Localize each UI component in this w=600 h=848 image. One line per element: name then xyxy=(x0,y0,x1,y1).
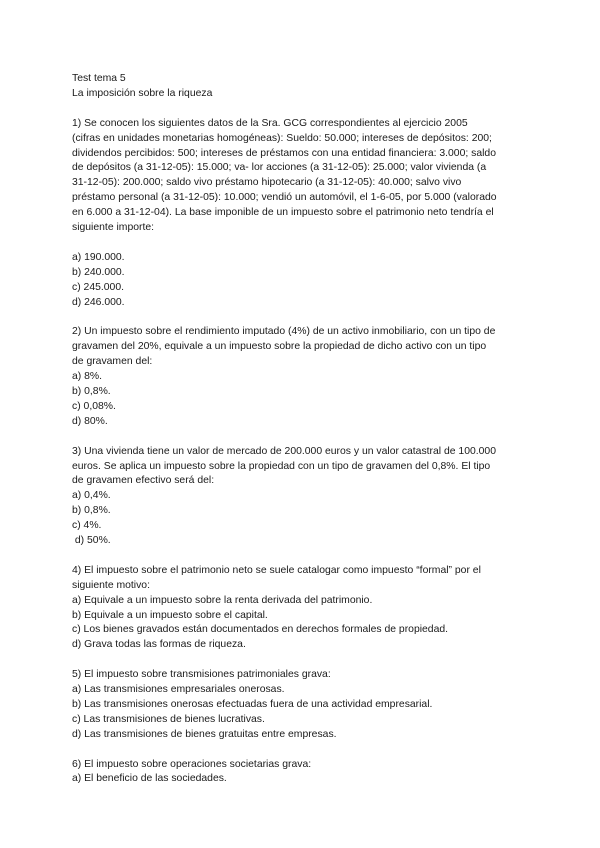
question-stem-line: dividendos percibidos: 500; intereses de préstamos con una entidad financiera: 3.000; saldo xyxy=(72,147,496,159)
question-stem-line: euros. Se aplica un impuesto sobre la propiedad con un tipo de gravamen del 0,8%. El tipo xyxy=(72,460,491,472)
question-block xyxy=(72,325,532,429)
answer-option: c) 4%. xyxy=(72,520,102,532)
question-stem-line: siguiente importe: xyxy=(72,222,155,234)
question-block xyxy=(72,668,532,743)
answer-option: c) Las transmisiones de bienes lucrativas. xyxy=(72,713,265,725)
spacer xyxy=(72,653,532,668)
answer-option: b) Equivale a un impuesto sobre el capital. xyxy=(72,609,268,621)
question-stem-line: de gravamen efectivo será del: xyxy=(72,475,215,487)
answer-option: c) 0,08%. xyxy=(72,400,116,412)
question-stem-line: 31-12-05): 200.000; saldo vivo préstamo hipotecario (a 31-12-05): 40.000; salvo vivo xyxy=(72,177,462,189)
document-title: Test tema 5 xyxy=(72,73,126,84)
spacer xyxy=(72,743,532,758)
spacer xyxy=(72,430,532,445)
answer-option: b) 0,8%. xyxy=(72,505,111,517)
question-stem-line: (cifras en unidades monetarias homogéneas): Sueldo: 50.000; intereses de depósitos: 200; xyxy=(72,132,492,144)
answer-option: d) 50%. xyxy=(72,535,111,547)
question-stem-line: 3) Una vivienda tiene un valor de mercado de 200.000 euros y un valor catastral de 100.000 xyxy=(72,445,496,457)
question-stem-line: 6) El impuesto sobre operaciones societarias grava: xyxy=(72,758,312,770)
spacer xyxy=(72,236,532,251)
question-stem-line: de gravamen del: xyxy=(72,356,153,368)
spacer xyxy=(72,310,532,325)
answer-option: d) Las transmisiones de bienes gratuitas entre empresas. xyxy=(72,728,337,740)
question-block xyxy=(72,117,532,311)
answer-option: b) Las transmisiones onerosas efectuadas fuera de una actividad empresarial. xyxy=(72,698,433,710)
answer-option: d) 246.000. xyxy=(72,296,125,308)
answer-option: a) 0,4%. xyxy=(72,490,111,502)
question-stem-line: de depósitos (a 31-12-05): 15.000; va- lor acciones (a 31-12-05): 25.000; valor vivienda (a xyxy=(72,162,487,174)
question-block xyxy=(72,445,532,549)
document-subtitle: La imposición sobre la riqueza xyxy=(72,87,213,99)
question-stem-line: gravamen del 20%, equivale a un impuesto sobre la propiedad de dicho activo con un tipo xyxy=(72,341,487,353)
question-stem-line: 5) El impuesto sobre transmisiones patrimoniales grava: xyxy=(72,669,331,681)
question-block xyxy=(72,564,532,653)
question-stem-line: 4) El impuesto sobre el patrimonio neto se suele catalogar como impuesto “formal” por el xyxy=(72,564,481,576)
answer-option: b) 0,8%. xyxy=(72,385,111,397)
answer-option: a) 190.000. xyxy=(72,251,125,263)
question-stem-line: 1) Se conocen los siguientes datos de la Sra. GCG correspondientes al ejercicio 2005 xyxy=(72,117,468,129)
answer-option: d) 80%. xyxy=(72,415,108,427)
document-page xyxy=(72,72,532,787)
question-stem-line: siguiente motivo: xyxy=(72,579,150,591)
question-list xyxy=(72,117,532,788)
answer-option: c) 245.000. xyxy=(72,281,124,293)
question-block xyxy=(72,758,532,788)
question-stem-line: préstamo personal (a 31-12-05): 10.000; vendió un automóvil, el 1-6-05, por 5.000 (valorado xyxy=(72,192,497,204)
answer-option: b) 240.000. xyxy=(72,266,125,278)
answer-option: a) El beneficio de las sociedades. xyxy=(72,773,227,785)
answer-option: c) Los bienes gravados están documentados en derechos formales de propiedad. xyxy=(72,624,449,636)
answer-option: d) Grava todas las formas de riqueza. xyxy=(72,639,246,651)
spacer xyxy=(72,102,532,117)
question-stem-line: 2) Un impuesto sobre el rendimiento imputado (4%) de un activo inmobiliario, con un tipo de xyxy=(72,326,496,338)
spacer xyxy=(72,549,532,564)
question-stem-line: en 6.000 a 31-12-04). La base imponible de un impuesto sobre el patrimonio neto tendría el xyxy=(72,207,494,219)
answer-option: a) Equivale a un impuesto sobre la renta derivada del patrimonio. xyxy=(72,594,373,606)
answer-option: a) 8%. xyxy=(72,371,103,383)
answer-option: a) Las transmisiones empresariales onerosas. xyxy=(72,684,285,696)
